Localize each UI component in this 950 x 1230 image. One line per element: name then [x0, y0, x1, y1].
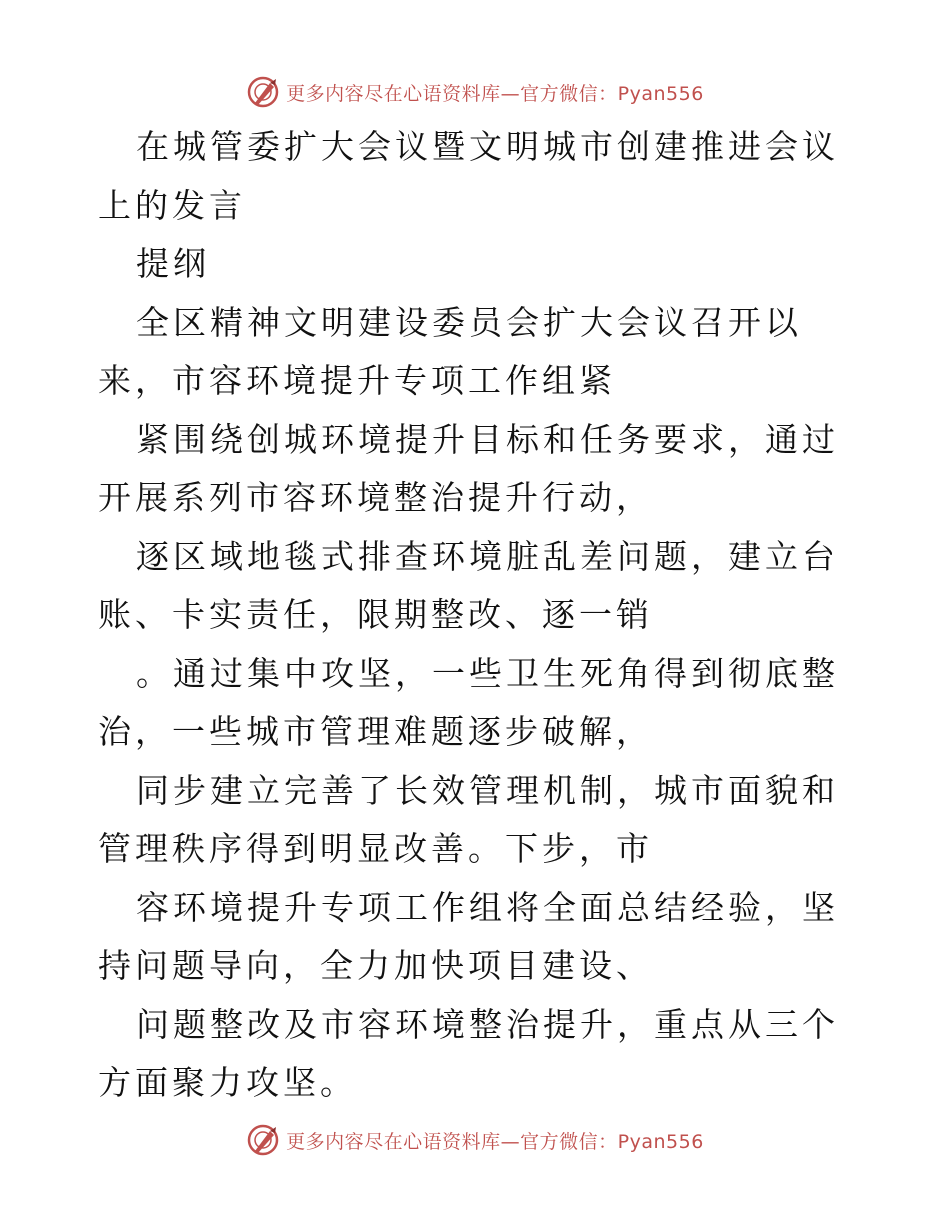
footer-banner [0, 1120, 950, 1160]
pen-nib-circle-icon [246, 75, 280, 109]
document-body [98, 118, 858, 1113]
body-paragraph: 全区精神文明建设委员会扩大会议召开以来，市容环境提升专项工作组紧 [98, 302, 802, 400]
body-paragraph: 。通过集中攻坚，一些卫生死角得到彻底整治，一些城市管理难题逐步破解， [98, 653, 839, 751]
body-paragraph: 同步建立完善了长效管理机制，城市面貌和管理秩序得到明显改善。下步，市 [98, 770, 839, 868]
outline-heading: 提纲 [136, 244, 210, 283]
title-paragraph: 在城管委扩大会议暨文明城市创建推进会议上的发言 [98, 127, 839, 225]
body-paragraph: 容环境提升专项工作组将全面总结经验，坚持问题导向，全力加快项目建设、 [98, 887, 839, 985]
pen-nib-circle-icon [246, 1123, 280, 1157]
body-paragraph: 问题整改及市容环境整治提升，重点从三个方面聚力攻坚。 [98, 1004, 839, 1102]
header-banner [0, 72, 950, 112]
body-paragraph: 逐区域地毯式排查环境脏乱差问题，建立台账、卡实责任，限期整改、逐一销 [98, 536, 839, 634]
banner-text: 更多内容尽在心语资料库—官方微信：Pyan556 [286, 82, 704, 105]
body-paragraph: 紧围绕创城环境提升目标和任务要求，通过开展系列市容环境整治提升行动， [98, 419, 839, 517]
banner-text: 更多内容尽在心语资料库—官方微信：Pyan556 [286, 1130, 704, 1153]
